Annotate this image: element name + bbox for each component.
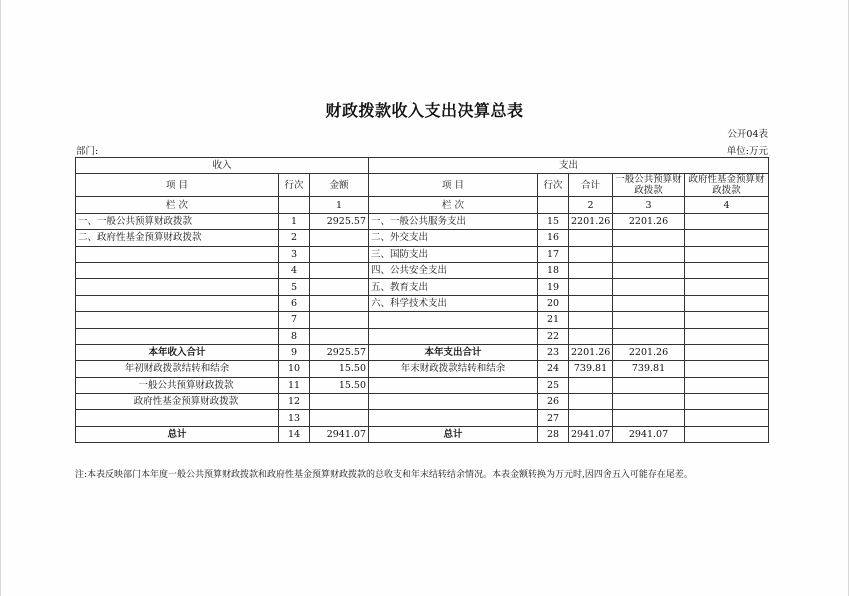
income-line-cell: 6 [279, 295, 310, 311]
expense-general-cell: 2201.26 [613, 213, 685, 229]
expense-general-cell [613, 394, 685, 410]
income-group-header: 收入 [76, 158, 369, 174]
expense-line-cell: 15 [538, 213, 569, 229]
expense-line-cell: 27 [538, 410, 569, 426]
income-item-cell [76, 328, 279, 344]
expense-general-cell [613, 410, 685, 426]
expense-line-cell: 28 [538, 426, 569, 442]
header-expense-item: 项 目 [369, 174, 538, 197]
income-line-cell: 10 [279, 361, 310, 377]
expense-total-cell [569, 279, 613, 295]
expense-total-cell: 2201.26 [569, 213, 613, 229]
expense-fund-cell [685, 394, 769, 410]
income-amount-column-no: 1 [310, 197, 369, 213]
expense-general-cell [613, 279, 685, 295]
income-amount-cell: 2925.57 [310, 213, 369, 229]
table-row [76, 213, 769, 229]
table-row [76, 230, 769, 246]
expense-fund-cell [685, 344, 769, 360]
income-amount-cell [310, 246, 369, 262]
page-title: 财政拨款收入支出决算总表 [325, 101, 524, 120]
expense-line-cell: 25 [538, 377, 569, 393]
expense-fund-cell [685, 213, 769, 229]
expense-line-cell: 23 [538, 344, 569, 360]
expense-item-cell: 五、教育支出 [369, 279, 538, 295]
expense-fund-cell [685, 246, 769, 262]
income-item-cell: 年初财政拨款结转和结余 [76, 361, 279, 377]
expense-line-cell: 26 [538, 394, 569, 410]
expense-item-cell [369, 410, 538, 426]
expense-item-cell [369, 377, 538, 393]
fiscal-summary-table [75, 157, 769, 443]
income-item-cell [76, 312, 279, 328]
expense-general-cell [613, 328, 685, 344]
header-income-amount: 金额 [310, 174, 369, 197]
expense-line-cell: 17 [538, 246, 569, 262]
income-amount-cell: 15.50 [310, 377, 369, 393]
income-line-cell: 13 [279, 410, 310, 426]
expense-general-cell: 2201.26 [613, 344, 685, 360]
income-amount-cell [310, 295, 369, 311]
expense-general-cell [613, 230, 685, 246]
table-row [76, 262, 769, 278]
expense-group-header: 支出 [369, 158, 769, 174]
expense-item-cell [369, 328, 538, 344]
income-item-cell: 二、政府性基金预算财政拨款 [76, 230, 279, 246]
header-expense-total: 合计 [569, 174, 613, 197]
expense-fund-cell [685, 295, 769, 311]
income-line-cell: 2 [279, 230, 310, 246]
expense-general-cell [613, 246, 685, 262]
expense-item-cell: 四、公共安全支出 [369, 262, 538, 278]
expense-general-cell [613, 295, 685, 311]
income-amount-cell: 2941.07 [310, 426, 369, 442]
expense-fund-cell [685, 377, 769, 393]
header-expense-line: 行次 [538, 174, 569, 197]
header-expense-fund: 政府性基金预算财政拨款 [685, 174, 769, 197]
income-amount-cell [310, 262, 369, 278]
expense-total-cell: 2941.07 [569, 426, 613, 442]
expense-general-cell [613, 377, 685, 393]
income-line-blank [279, 197, 310, 213]
expense-item-cell [369, 394, 538, 410]
income-item-cell [76, 295, 279, 311]
income-item-cell [76, 246, 279, 262]
income-line-cell: 1 [279, 213, 310, 229]
table-row [76, 295, 769, 311]
expense-general-cell: 739.81 [613, 361, 685, 377]
expense-total-cell [569, 377, 613, 393]
income-line-cell: 4 [279, 262, 310, 278]
header-income-item: 项 目 [76, 174, 279, 197]
expense-item-cell [369, 312, 538, 328]
income-amount-cell: 15.50 [310, 361, 369, 377]
income-column-label: 栏 次 [76, 197, 279, 213]
expense-general-cell [613, 262, 685, 278]
expense-item-cell: 总计 [369, 426, 538, 442]
table-row [76, 410, 769, 426]
department-label: 部门: [76, 146, 99, 157]
expense-fund-cell [685, 328, 769, 344]
expense-fund-cell [685, 426, 769, 442]
income-item-cell [76, 262, 279, 278]
income-amount-cell [310, 328, 369, 344]
income-item-cell: 一般公共预算财政拨款 [76, 377, 279, 393]
page-edge-left [0, 0, 1, 596]
expense-item-cell: 一、一般公共服务支出 [369, 213, 538, 229]
expense-fund-cell [685, 262, 769, 278]
expense-line-cell: 24 [538, 361, 569, 377]
expense-line-cell: 16 [538, 230, 569, 246]
expense-general-cell [613, 312, 685, 328]
column-number-row [76, 197, 769, 213]
expense-total-cell [569, 328, 613, 344]
expense-total-cell [569, 295, 613, 311]
income-line-cell: 5 [279, 279, 310, 295]
income-line-cell: 7 [279, 312, 310, 328]
expense-item-cell: 三、国防支出 [369, 246, 538, 262]
income-line-cell: 12 [279, 394, 310, 410]
income-item-cell: 政府性基金预算财政拨款 [76, 394, 279, 410]
expense-total-cell [569, 246, 613, 262]
expense-line-blank [538, 197, 569, 213]
table-row-grand-total [76, 426, 769, 442]
income-line-cell: 9 [279, 344, 310, 360]
expense-item-cell: 六、科学技术支出 [369, 295, 538, 311]
income-amount-cell [310, 230, 369, 246]
income-item-cell: 本年收入合计 [76, 344, 279, 360]
expense-total-cell [569, 410, 613, 426]
expense-line-cell: 19 [538, 279, 569, 295]
income-item-cell: 总计 [76, 426, 279, 442]
expense-line-cell: 20 [538, 295, 569, 311]
form-number: 公开04表 [727, 129, 768, 140]
expense-total-cell [569, 312, 613, 328]
table-row [76, 377, 769, 393]
expense-line-cell: 21 [538, 312, 569, 328]
income-item-cell: 一、一般公共预算财政拨款 [76, 213, 279, 229]
table-row [76, 361, 769, 377]
expense-item-cell: 年末财政拨款结转和结余 [369, 361, 538, 377]
income-amount-cell [310, 394, 369, 410]
income-line-cell: 14 [279, 426, 310, 442]
income-line-cell: 3 [279, 246, 310, 262]
header-income-line: 行次 [279, 174, 310, 197]
expense-total-cell [569, 394, 613, 410]
income-amount-cell [310, 279, 369, 295]
expense-fund-cell [685, 230, 769, 246]
table-row [76, 279, 769, 295]
income-line-cell: 11 [279, 377, 310, 393]
expense-fund-cell [685, 410, 769, 426]
table-row [76, 394, 769, 410]
expense-column-label: 栏 次 [369, 197, 538, 213]
table-row [76, 312, 769, 328]
expense-line-cell: 22 [538, 328, 569, 344]
expense-item-cell: 二、外交支出 [369, 230, 538, 246]
expense-fund-cell [685, 361, 769, 377]
expense-fund-column-no: 4 [685, 197, 769, 213]
expense-total-cell: 739.81 [569, 361, 613, 377]
header-expense-general: 一般公共预算财政拨款 [613, 174, 685, 197]
table-row [76, 328, 769, 344]
income-amount-cell: 2925.57 [310, 344, 369, 360]
expense-line-cell: 18 [538, 262, 569, 278]
unit-label: 单位:万元 [726, 146, 768, 157]
income-item-cell [76, 410, 279, 426]
table-row-income-expense-subtotal [76, 344, 769, 360]
expense-fund-cell [685, 279, 769, 295]
income-amount-cell [310, 410, 369, 426]
expense-general-cell: 2941.07 [613, 426, 685, 442]
income-amount-cell [310, 312, 369, 328]
expense-total-cell: 2201.26 [569, 344, 613, 360]
expense-total-cell [569, 230, 613, 246]
expense-general-column-no: 3 [613, 197, 685, 213]
table-row [76, 246, 769, 262]
expense-fund-cell [685, 312, 769, 328]
column-header-row [76, 174, 769, 197]
footnote: 注:本表反映部门本年度一般公共预算财政拨款和政府性基金预算财政拨款的总收支和年末结转结余情况。本表金额转换为万元时,因四舍五入可能存在尾差。 [75, 470, 693, 480]
income-line-cell: 8 [279, 328, 310, 344]
income-item-cell [76, 279, 279, 295]
expense-item-cell: 本年支出合计 [369, 344, 538, 360]
expense-total-cell [569, 262, 613, 278]
expense-total-column-no: 2 [569, 197, 613, 213]
group-header-row [76, 158, 769, 174]
